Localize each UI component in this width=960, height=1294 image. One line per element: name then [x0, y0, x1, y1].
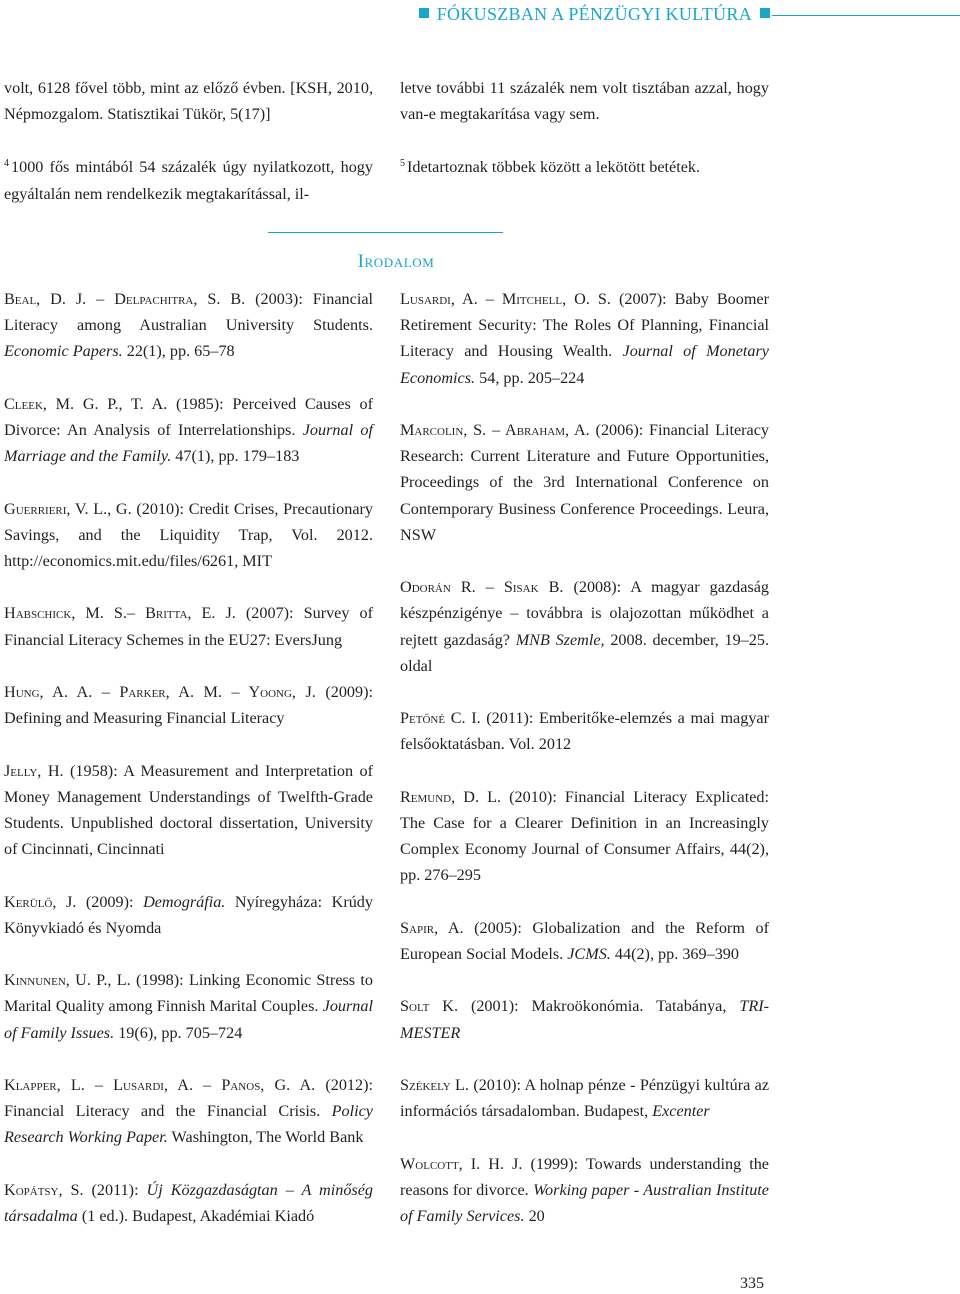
reference-entry — [4, 679, 373, 731]
reference-author: Wolcott, I. H. J. — [400, 1154, 523, 1173]
reference-italic: Journal of Marriage and the Family. — [4, 421, 373, 466]
reference-entry — [400, 993, 769, 1045]
reference-entry — [4, 889, 373, 941]
reference-text: (2005): Globalization and the Reform of European Social Models. — [400, 918, 769, 963]
reference-entry — [400, 784, 769, 889]
footnotes-right — [400, 75, 769, 181]
reference-text: (1998): Linking Economic Stress to Marital Quality among Finnish Marital Couples. — [4, 971, 373, 1016]
reference-entry — [4, 496, 373, 575]
reference-italic: Journal of Family Issues. — [4, 997, 373, 1042]
reference-italic: Working paper - Australian Institute of Family Services. — [400, 1180, 769, 1225]
reference-entry — [4, 286, 373, 365]
reference-author: Beal, D. J. – Delpachitra, S. B. — [4, 290, 246, 308]
footnotes-left — [4, 75, 373, 207]
reference-entry — [400, 915, 769, 967]
reference-entry — [400, 574, 769, 679]
footnote-number: 4 — [4, 158, 9, 170]
reference-text: 22(1), pp. 65–78 — [122, 342, 235, 361]
reference-entry — [4, 600, 373, 652]
reference-author: Guerrieri, V. L., G. — [4, 499, 132, 518]
page-number: 335 — [740, 1275, 764, 1292]
reference-text: (2011): Emberitőke-elemzés a mai magyar felsőoktatásban. Vol. 2012 — [400, 709, 769, 754]
reference-author: Kopátsy, S. — [4, 1180, 84, 1199]
reference-author: Solt K. — [400, 997, 459, 1016]
header-rule — [772, 15, 960, 16]
references-right — [400, 286, 769, 1255]
reference-author: Jelly, H. — [4, 761, 64, 780]
running-title: FÓKUSZBAN A PÉNZÜGYI KULTÚRA — [436, 4, 752, 24]
reference-author: Odorán R. – Sisak B. — [400, 578, 564, 597]
footnote-continuation: letve további 11 százalék nem volt tisztában azzal, hogy van-e megtakarítása vagy sem. — [400, 79, 769, 124]
reference-entry — [400, 1151, 769, 1230]
footnote-5 — [400, 151, 769, 180]
reference-author: Cleek, M. G. P., T. A. — [4, 394, 168, 413]
reference-entry — [4, 1177, 373, 1229]
reference-text: (2010): Financial Literacy Explicated: The Case for a Clearer Definition in an Increasingly Complex Economy Journal of Consumer Affairs, 44(2), pp. 276–295 — [400, 787, 769, 885]
reference-text: 19(6), pp. 705–724 — [114, 1023, 243, 1042]
reference-italic: Economic Papers. — [4, 342, 123, 361]
square-bullet-icon — [760, 8, 770, 18]
reference-text: 2008. december, 19–25. oldal — [400, 630, 769, 675]
reference-author: Sapir, A. — [400, 918, 464, 937]
reference-text: (2010): A holnap pénze - Pénzügyi kultúra az információs társadalomban. Budapest, — [400, 1075, 769, 1121]
reference-author: Székely L. — [400, 1075, 469, 1094]
reference-text: (1985): Perceived Causes of Divorce: An Analysis of Interrelationships. — [4, 394, 373, 439]
reference-text: (1958): A Measurement and Interpretation of Money Management Understandings of Twelfth-Grade Students. Unpublished doctoral dissertation, University of Cincinnati, Cincinnati — [4, 761, 373, 859]
reference-text: 47(1), pp. 179–183 — [171, 447, 300, 466]
reference-entry — [400, 286, 769, 391]
reference-text: 54, pp. 205–224 — [475, 368, 585, 387]
footnote-4 — [4, 151, 373, 206]
reference-text: (1 ed.). Budapest, Akadémiai Kiadó — [77, 1206, 315, 1225]
reference-entry — [400, 1072, 769, 1124]
reference-text: (2009): Defining and Measuring Financial Literacy — [4, 682, 373, 728]
reference-author: Marcolin, S. – Abraham, A. — [400, 421, 590, 439]
reference-italic: MNB Szemle, — [515, 630, 605, 649]
footnote-text: 1000 fős mintából 54 százalék úgy nyilatkozott, hogy egyáltalán nem rendelkezik megtakarítással, il- — [4, 158, 373, 203]
reference-entry — [400, 705, 769, 757]
section-divider — [268, 232, 503, 233]
reference-text: (2001): Makroökonómia. Tatabánya, — [458, 997, 740, 1016]
reference-text: (2006): Financial Literacy Research: Current Literature and Future Opportunities, Proceedings of the 3rd International Conference on Contemporary Business Conference Proceedings. Leura, NSW — [400, 421, 770, 544]
reference-text: (2011): — [83, 1180, 147, 1199]
reference-author: Remund, D. L. — [400, 787, 502, 806]
reference-text: (2009): — [76, 892, 144, 911]
reference-entry — [400, 417, 769, 548]
running-header — [419, 4, 770, 25]
reference-entry — [4, 1072, 373, 1151]
reference-entry — [4, 391, 373, 470]
reference-author: Petőné C. I. — [400, 709, 481, 728]
reference-author: Kinnunen, U. P., L. — [4, 971, 131, 990]
section-title: Irodalom — [357, 251, 435, 272]
footnote-text: Idetartoznak többek között a lekötött betétek. — [407, 158, 701, 177]
square-bullet-icon — [419, 8, 429, 18]
reference-author: Lusardi, A. – Mitchell, O. S. — [400, 290, 611, 308]
reference-text: Nyíregyháza: Krúdy Könyvkiadó és Nyomda — [4, 892, 373, 937]
reference-entry — [4, 758, 373, 863]
reference-italic: TRI-MESTER — [400, 997, 769, 1042]
reference-italic: JCMS. — [567, 945, 611, 963]
reference-italic: Policy Research Working Paper. — [4, 1102, 373, 1147]
reference-text: 44(2), pp. 369–390 — [610, 945, 739, 963]
reference-italic: Journal of Monetary Economics. — [400, 342, 769, 387]
reference-italic: Demográfia. — [143, 892, 226, 911]
reference-italic: Új Közgazdaságtan – A minőség társadalma — [4, 1180, 373, 1225]
reference-text: Washington, The World Bank — [167, 1128, 364, 1147]
reference-text: (2007): Survey of Financial Literacy Schemes in the EU27: EversJung — [4, 604, 373, 649]
reference-text: 20 — [524, 1206, 545, 1225]
reference-text: (2012): Financial Literacy and the Financial Crisis. — [4, 1075, 374, 1121]
footnote-number: 5 — [400, 158, 405, 170]
reference-text: (2007): Baby Boomer Retirement Security: The Roles Of Planning, Financial Literacy and Housing Wealth. — [400, 290, 769, 361]
reference-text: (2010): Credit Crises, Precautionary Savings, and the Liquidity Trap, Vol. 2012. http://economics.mit.edu/files/6261, MIT — [4, 499, 374, 570]
reference-author: Hung, A. A. – Parker, A. M. – Yoong, J. — [4, 682, 316, 701]
reference-author: Kerülő, J. — [4, 892, 77, 911]
reference-entry — [4, 967, 373, 1046]
reference-text: (2008): A magyar gazdaság készpénzigénye – továbbra is olajozottan működhet a rejtett gazdaság? — [400, 578, 769, 649]
footnote-continuation: volt, 6128 fővel több, mint az előző évben. [KSH, 2010, Népmozgalom. Statisztikai Tükör, 5(17)] — [4, 79, 373, 124]
reference-author: Klapper, L. – Lusardi, A. – Panos, G. A. — [4, 1075, 316, 1094]
reference-text: (2003): Financial Literacy among Australian University Students. — [4, 290, 374, 335]
references-left — [4, 286, 373, 1255]
reference-author: Habschick, M. S.– Britta, E. J. — [4, 604, 236, 623]
reference-italic: Excenter — [652, 1102, 710, 1121]
reference-text: (1999): Towards understanding the reasons for divorce. — [400, 1154, 769, 1199]
